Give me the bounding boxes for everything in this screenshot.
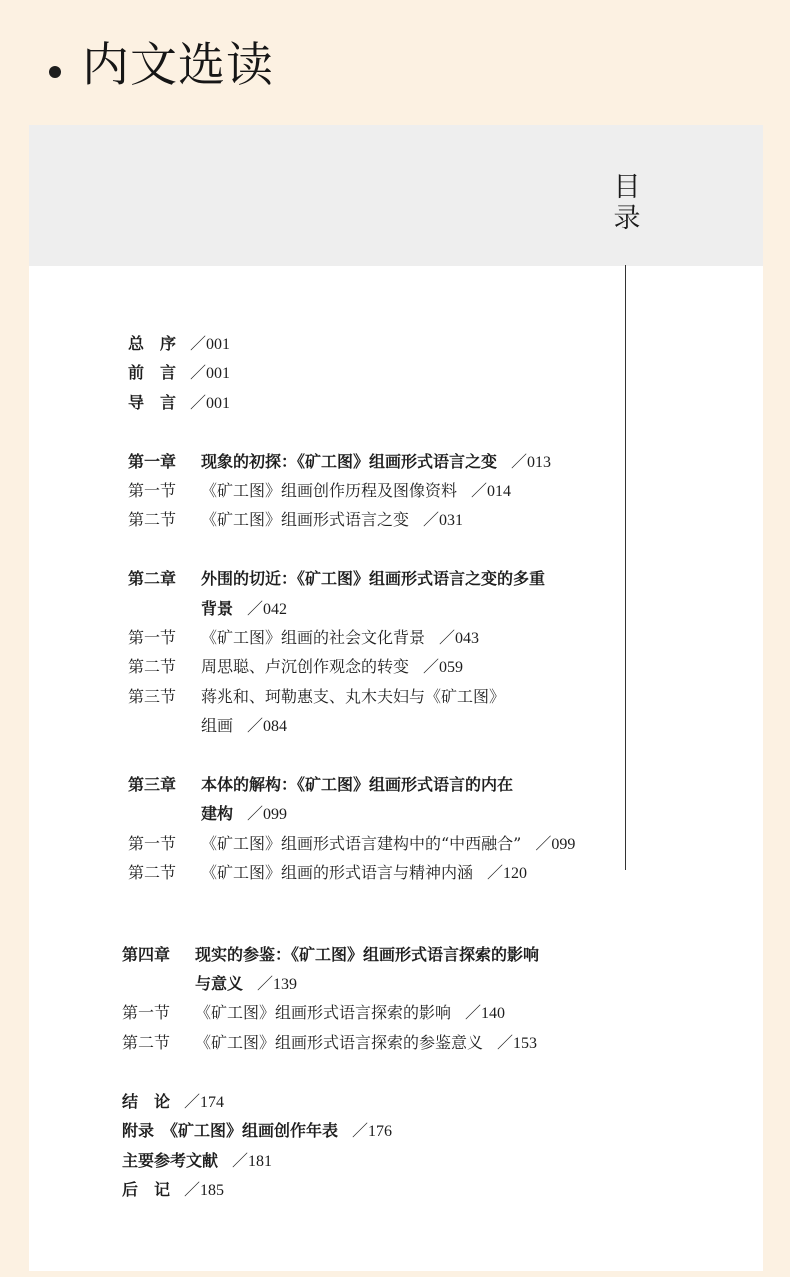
section-title: 内文选读 [82,38,274,93]
toc-heading-char: 录 [613,203,641,234]
toc-section: 第二节 《矿工图》组画形式语言探索的参鉴意义 ／153 [122,1033,538,1052]
toc-entry: 主要参考文献 ／181 [122,1151,273,1170]
toc-heading-char: 目 [613,172,641,203]
page-header-band [29,125,763,266]
toc-entry: 结 论 ／174 [122,1092,225,1111]
toc-section: 第二节 周思聪、卢沉创作观念的转变 ／059 [128,657,464,676]
vertical-rule [625,265,626,870]
toc-entry: 导 言 ／001 [128,393,231,412]
toc-entry: 前 言 ／001 [128,363,231,382]
toc-section: 第一节 《矿工图》组画创作历程及图像资料 ／014 [128,481,512,500]
toc-section: 第一节 《矿工图》组画形式语言探索的影响 ／140 [122,1003,506,1022]
toc-entry: 后 记 ／185 [122,1180,225,1199]
toc-section: 第二节 《矿工图》组画形式语言之变 ／031 [128,510,464,529]
toc-section: 第三节 蒋兆和、珂勒惠支、丸木夫妇与《矿工图》 [128,687,506,706]
toc-chapter: 第三章 本体的解构：《矿工图》组画形式语言的内在 [128,775,514,794]
toc-entry: 附录 《矿工图》组画创作年表 ／176 [122,1121,393,1140]
toc-section: 第一节 《矿工图》组画的社会文化背景 ／043 [128,628,480,647]
book-page [29,125,763,1271]
toc-chapter: 第四章 现实的参鉴：《矿工图》组画形式语言探索的影响 [122,945,540,964]
toc-chapter: 第二章 外围的切近：《矿工图》组画形式语言之变的多重 [128,569,546,588]
toc-chapter-continuation: 建构 ／099 [201,804,288,823]
toc-entry: 总 序 ／001 [128,334,231,353]
toc-chapter: 第一章 现象的初探：《矿工图》组画形式语言之变 ／013 [128,452,552,471]
toc-heading [613,172,641,234]
toc-chapter-continuation: 背景 ／042 [201,599,288,618]
bullet-dot-icon [49,66,61,78]
toc-section-continuation: 组画 ／084 [201,716,288,735]
toc-chapter-continuation: 与意义 ／139 [195,974,298,993]
toc-section: 第二节 《矿工图》组画的形式语言与精神内涵 ／120 [128,863,528,882]
toc-section: 第一节 《矿工图》组画形式语言建构中的“中西融合” ／099 [128,834,576,853]
